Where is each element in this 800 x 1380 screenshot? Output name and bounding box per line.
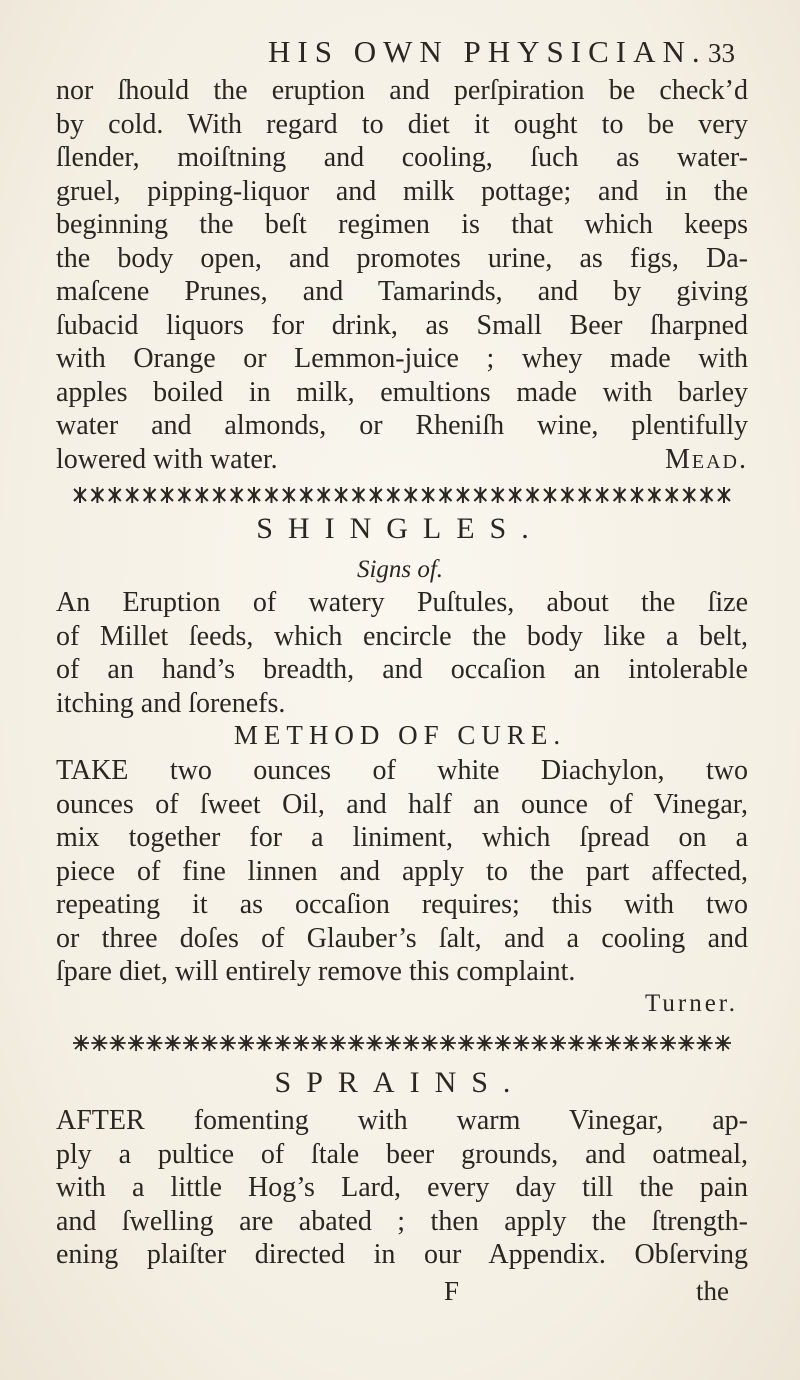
ornament-glyph [509, 487, 521, 503]
ornament-divider-bottom [72, 1032, 732, 1054]
ornament-glyph [213, 487, 225, 503]
ornament-glyph [293, 1035, 309, 1051]
ornament-glyph [330, 1035, 346, 1051]
text-line: or three doſes of Glauber’s ſalt, and a cooling and [56, 922, 748, 954]
ornament-glyph [196, 487, 208, 503]
ornament-glyph [678, 1035, 694, 1051]
ornament-glyph [587, 1035, 603, 1051]
ornament-glyph [492, 487, 504, 503]
text-line: ſlender, moiſtning and cooling, ſuch as water- [56, 142, 748, 173]
text-line: TAKE two ounces of white Diachylon, two [56, 755, 748, 786]
ornament-glyph [660, 1035, 676, 1051]
ornament-glyph [74, 487, 86, 503]
ornament-glyph [477, 1035, 493, 1051]
ornament-glyph [614, 487, 626, 503]
ornament-glyph [623, 1035, 639, 1051]
ornament-glyph [666, 487, 678, 503]
text-line: water and almonds, or Rheniſh wine, plentifully [56, 410, 748, 441]
ornament-glyph [642, 1035, 658, 1051]
running-title: HIS OWN PHYSICIAN. [268, 34, 707, 69]
catchword: the [696, 1276, 729, 1306]
text-line: of an hand’s breadth, and occaſion an intolerable [56, 654, 748, 685]
ornament-glyph [248, 487, 260, 503]
text-line: the body open, and promotes urine, as figs, Da- [56, 242, 748, 274]
ornament-glyph [561, 487, 573, 503]
ornament-glyph [532, 1035, 548, 1051]
sprains-text [56, 1104, 748, 1272]
ornament-glyph [366, 1035, 382, 1051]
ornament-glyph [110, 1035, 126, 1051]
signature-mark: F [444, 1276, 460, 1306]
text-line: maſcene Prunes, and Tamarinds, and by giving [56, 276, 748, 307]
ornament-glyph [550, 1035, 566, 1051]
ornament-glyph [457, 487, 469, 503]
text-line: apples boiled in milk, emultions made with barley [56, 376, 748, 408]
ornament-glyph [527, 487, 539, 503]
text-line: lowered with water. [56, 443, 278, 475]
text-line: ſpare diet, will entirely remove this complaint. [56, 956, 576, 987]
ornament-glyph [648, 487, 660, 503]
ornament-glyph [146, 1035, 162, 1051]
text-line: An Eruption of watery Puſtules, about the ſize [56, 587, 748, 618]
ornament-glyph [178, 487, 190, 503]
ornament-glyph [718, 487, 730, 503]
author-turner: Turner. [644, 990, 738, 1017]
ornament-glyph [544, 487, 556, 503]
text-line: gruel, pipping-liquor and milk pottage; and in the [56, 175, 748, 207]
page-number: 33 [708, 38, 735, 68]
author-mead: Mead. [665, 443, 748, 475]
ornament-glyph [91, 487, 103, 503]
ornament-glyph [631, 487, 643, 503]
ornament-glyph [605, 1035, 621, 1051]
shingles-heading: SHINGLES. [256, 512, 544, 545]
ornament-divider-top-svg [72, 484, 732, 506]
text-line: and ſwelling are abated ; then apply the ſtrength- [56, 1205, 748, 1237]
text-line: repeating it as occaſion requires; this with two [56, 889, 748, 920]
ornament-glyph [91, 1035, 107, 1051]
ornament-glyph [256, 1035, 272, 1051]
ornament-glyph [387, 487, 399, 503]
ornament-glyph [311, 1035, 327, 1051]
ornament-glyph [275, 1035, 291, 1051]
ornament-glyph [474, 487, 486, 503]
ornament-glyph [403, 1035, 419, 1051]
ornament-glyph [126, 487, 138, 503]
ornament-glyph [265, 487, 277, 503]
text-line: mix together for a liniment, which ſpread on a [56, 822, 748, 853]
ornament-glyph [300, 487, 312, 503]
shingles-signs-text [56, 586, 748, 720]
text-line: ſubacid liquors for drink, as Small Beer ſharpned [56, 309, 748, 341]
ornament-glyph [335, 487, 347, 503]
ornament-glyph [697, 1035, 713, 1051]
ornament-glyph [458, 1035, 474, 1051]
text-line: beginning the beſt regimen is that which keeps [56, 209, 748, 240]
ornament-divider-top [72, 484, 732, 506]
ornament-glyph [513, 1035, 529, 1051]
ornament-glyph [422, 1035, 438, 1051]
text-line: with a little Hog’s Lard, every day till the pain [56, 1172, 748, 1203]
ornament-glyph [683, 487, 695, 503]
ornament-glyph [348, 1035, 364, 1051]
ornament-glyph [701, 487, 713, 503]
ornament-glyph [422, 487, 434, 503]
ornament-glyph [568, 1035, 584, 1051]
text-line: ply a pultice of ſtale beer grounds, and oatmeal, [56, 1138, 748, 1170]
ornament-glyph [283, 487, 295, 503]
ornament-glyph [165, 1035, 181, 1051]
method-of-cure-text [56, 754, 748, 989]
ornament-glyph [352, 487, 364, 503]
text-line: ening plaiſter directed in our Appendix. Obſerving [56, 1239, 748, 1270]
ornament-glyph [440, 1035, 456, 1051]
ornament-glyph [201, 1035, 217, 1051]
text-line: by cold. With regard to diet it ought to be very [56, 108, 748, 140]
text-line: of Millet ſeeds, which encircle the body like a belt, [56, 620, 748, 652]
ornament-glyph [318, 487, 330, 503]
text-line: itching and ſorenefs. [56, 687, 286, 719]
ornament-glyph [231, 487, 243, 503]
ornament-glyph [405, 487, 417, 503]
sprains-heading: SPRAINS. [274, 1066, 526, 1099]
text-line: with Orange or Lemmon-juice ; whey made with [56, 343, 748, 374]
ornament-glyph [596, 487, 608, 503]
ornament-glyph [715, 1035, 731, 1051]
text-line: ounces of ſweet Oil, and half an ounce of Vinegar, [56, 788, 748, 820]
shingles-signs-subheading: Signs of. [356, 556, 444, 583]
ornament-glyph [495, 1035, 511, 1051]
ornament-glyph [220, 1035, 236, 1051]
text-line: nor ſhould the eruption and perſpiration be check’d [56, 75, 748, 106]
closing-line [56, 443, 748, 477]
ornament-glyph [385, 1035, 401, 1051]
method-of-cure-heading: METHOD OF CURE. [233, 720, 567, 750]
ornament-glyph [128, 1035, 144, 1051]
ornament-glyph [109, 487, 121, 503]
previous-section-text [56, 74, 748, 476]
ornament-glyph [161, 487, 173, 503]
ornament-glyph [183, 1035, 199, 1051]
ornament-glyph [579, 487, 591, 503]
ornament-glyph [370, 487, 382, 503]
ornament-divider-bottom-svg [72, 1032, 732, 1054]
ornament-glyph [144, 487, 156, 503]
text-line: AFTER fomenting with warm Vinegar, ap- [56, 1105, 748, 1136]
ornament-glyph [73, 1035, 89, 1051]
ornament-glyph [440, 487, 452, 503]
ornament-glyph [238, 1035, 254, 1051]
text-line: piece of fine linnen and apply to the part affected, [56, 855, 748, 887]
